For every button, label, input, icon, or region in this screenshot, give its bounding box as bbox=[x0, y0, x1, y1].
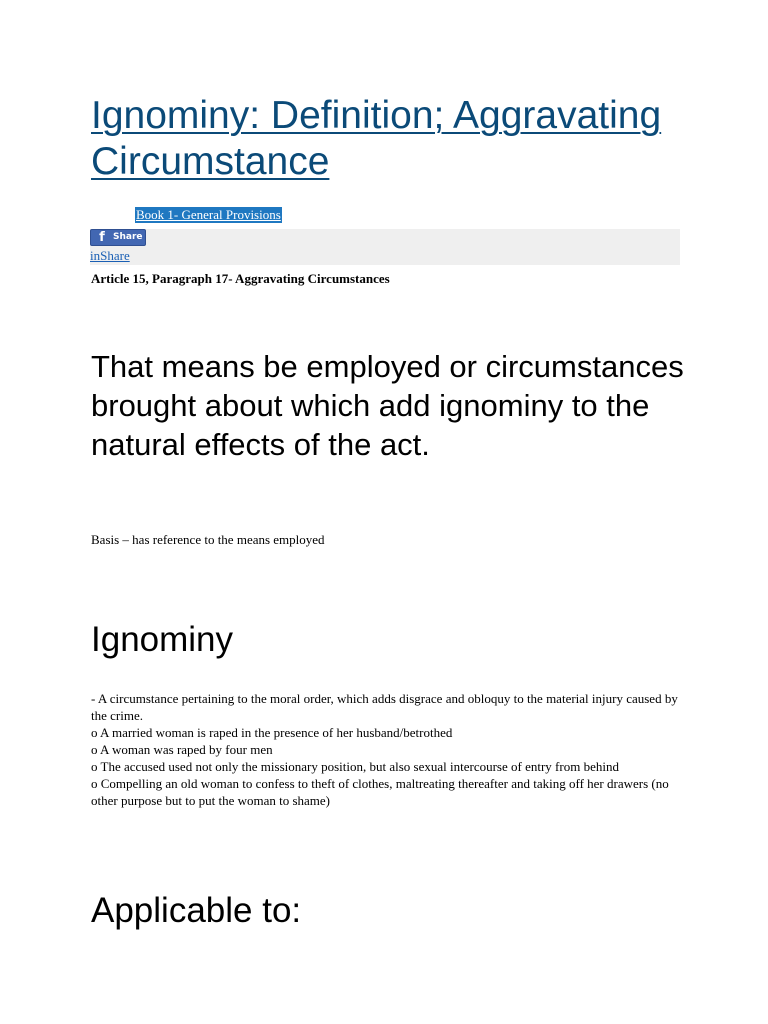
list-item: o The accused used not only the missionary position, but also sexual intercourse of entry from behind bbox=[91, 759, 619, 774]
linkedin-share-link[interactable]: inShare bbox=[90, 248, 130, 263]
article-reference: Article 15, Paragraph 17- Aggravating Circumstances bbox=[91, 271, 390, 286]
list-item: o A woman was raped by four men bbox=[91, 742, 273, 757]
list-item: o A married woman is raped in the presence of her husband/betrothed bbox=[91, 725, 453, 740]
list-item: o Compelling an old woman to confess to theft of clothes, maltreating thereafter and taking off her drawers (no other purpose but to put the woman to shame) bbox=[91, 776, 669, 808]
facebook-share-button[interactable] bbox=[90, 229, 146, 246]
applicable-heading: Applicable to: bbox=[91, 891, 302, 930]
page-title-link[interactable]: Ignominy: Definition; Aggravating Circumstance bbox=[91, 94, 662, 183]
category-link[interactable]: Book 1- General Provisions bbox=[136, 207, 281, 222]
facebook-icon: f bbox=[99, 230, 105, 245]
ignominy-list bbox=[91, 690, 681, 809]
share-bar bbox=[90, 229, 680, 265]
basis-text: Basis – has reference to the means employed bbox=[91, 532, 325, 547]
ignominy-heading: Ignominy bbox=[91, 620, 234, 659]
facebook-share-label: Share bbox=[113, 232, 143, 242]
list-item: - A circumstance pertaining to the moral order, which adds disgrace and obloquy to the material injury caused by the crime. bbox=[91, 691, 678, 723]
provision-quote: That means be employed or circumstances brought about which add ignominy to the natural effects of the act. bbox=[91, 349, 684, 462]
